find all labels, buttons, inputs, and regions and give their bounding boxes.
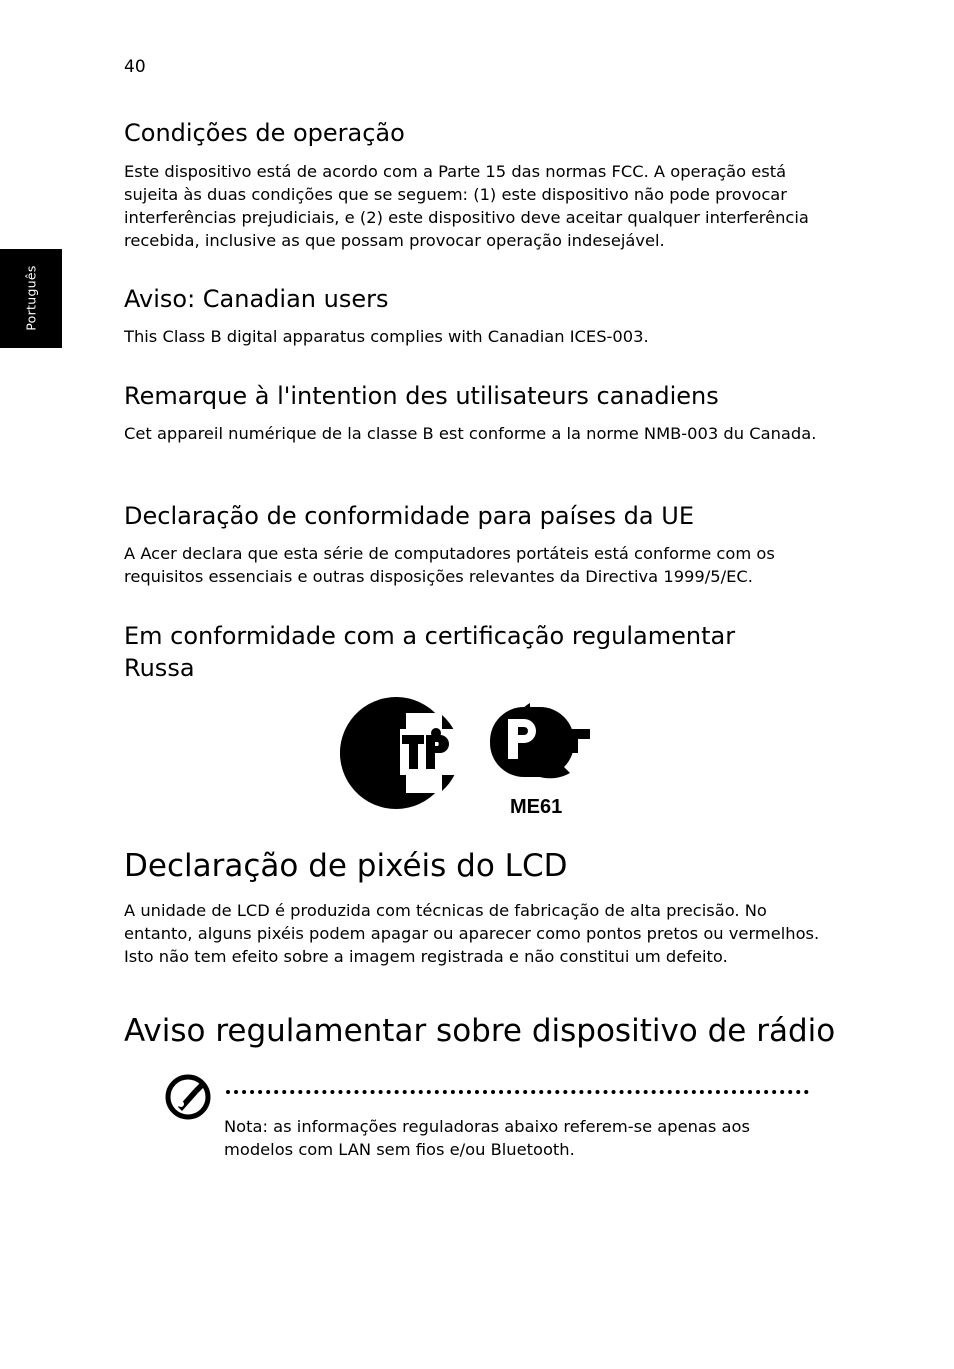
paragraph-lcd-pixels: A unidade de LCD é produzida com técnicas de fabricação de alta precisão. No entanto, alguns pixéis podem apagar ou aparecer como pontos pretos ou vermelhos. Isto não tem efeito sobre a imagem registrada e não constitui um defeito. [124, 901, 820, 966]
note-dotted-rule [226, 1090, 809, 1094]
paragraph-eu-conformity: A Acer declara que esta série de computadores portáteis está conforme com os requisitos essenciais e outras disposições relevantes da Directiva 1999/5/EC. [124, 544, 775, 586]
note-pen-icon [164, 1073, 212, 1125]
heading-operation-conditions: Condições de operação [124, 119, 405, 147]
pct-logo [490, 703, 590, 778]
cert-code-label: ME61 [510, 796, 563, 818]
heading-russian-line1: Em conformidade com a certificação regulamentar [124, 622, 736, 650]
paragraph-remarque-canadiens: Cet appareil numérique de la classe B est conforme a la norme NMB-003 du Canada. [124, 424, 817, 443]
heading-lcd-pixels: Declaração de pixéis do LCD [124, 848, 568, 884]
heading-russian-line2: Russa [124, 654, 195, 682]
paragraph-canadian-users: This Class B digital apparatus complies with Canadian ICES-003. [124, 327, 649, 346]
heading-remarque-canadiens: Remarque à l'intention des utilisateurs canadiens [124, 382, 719, 410]
paragraph-operation-conditions: Este dispositivo está de acordo com a Parte 15 das normas FCC. A operação está sujeita às duas condições que se seguem: (1) este dispositivo não pode provocar interferências prejudiciais, e (2) este dispositivo deve aceitar qualquer interferência recebida, inclusive as que possam provocar operação indesejável. [124, 162, 809, 250]
heading-russian-certification [124, 620, 735, 684]
heading-radio-notice: Aviso regulamentar sobre dispositivo de rádio [124, 1013, 836, 1049]
heading-canadian-users: Aviso: Canadian users [124, 285, 389, 313]
gost-tr-logo [340, 697, 462, 809]
note-body: : as informações reguladoras abaixo referem-se apenas aos modelos com LAN sem fios e/ou Bluetooth. [224, 1117, 750, 1159]
certification-marks [330, 693, 600, 821]
heading-eu-conformity: Declaração de conformidade para países da UE [124, 502, 694, 530]
note-label: Nota [224, 1117, 263, 1136]
page-number: 40 [124, 57, 146, 77]
note-text [224, 1115, 824, 1161]
language-side-tab [0, 249, 62, 348]
side-tab-label: Português [23, 265, 39, 331]
russian-certification-logos [330, 693, 600, 825]
